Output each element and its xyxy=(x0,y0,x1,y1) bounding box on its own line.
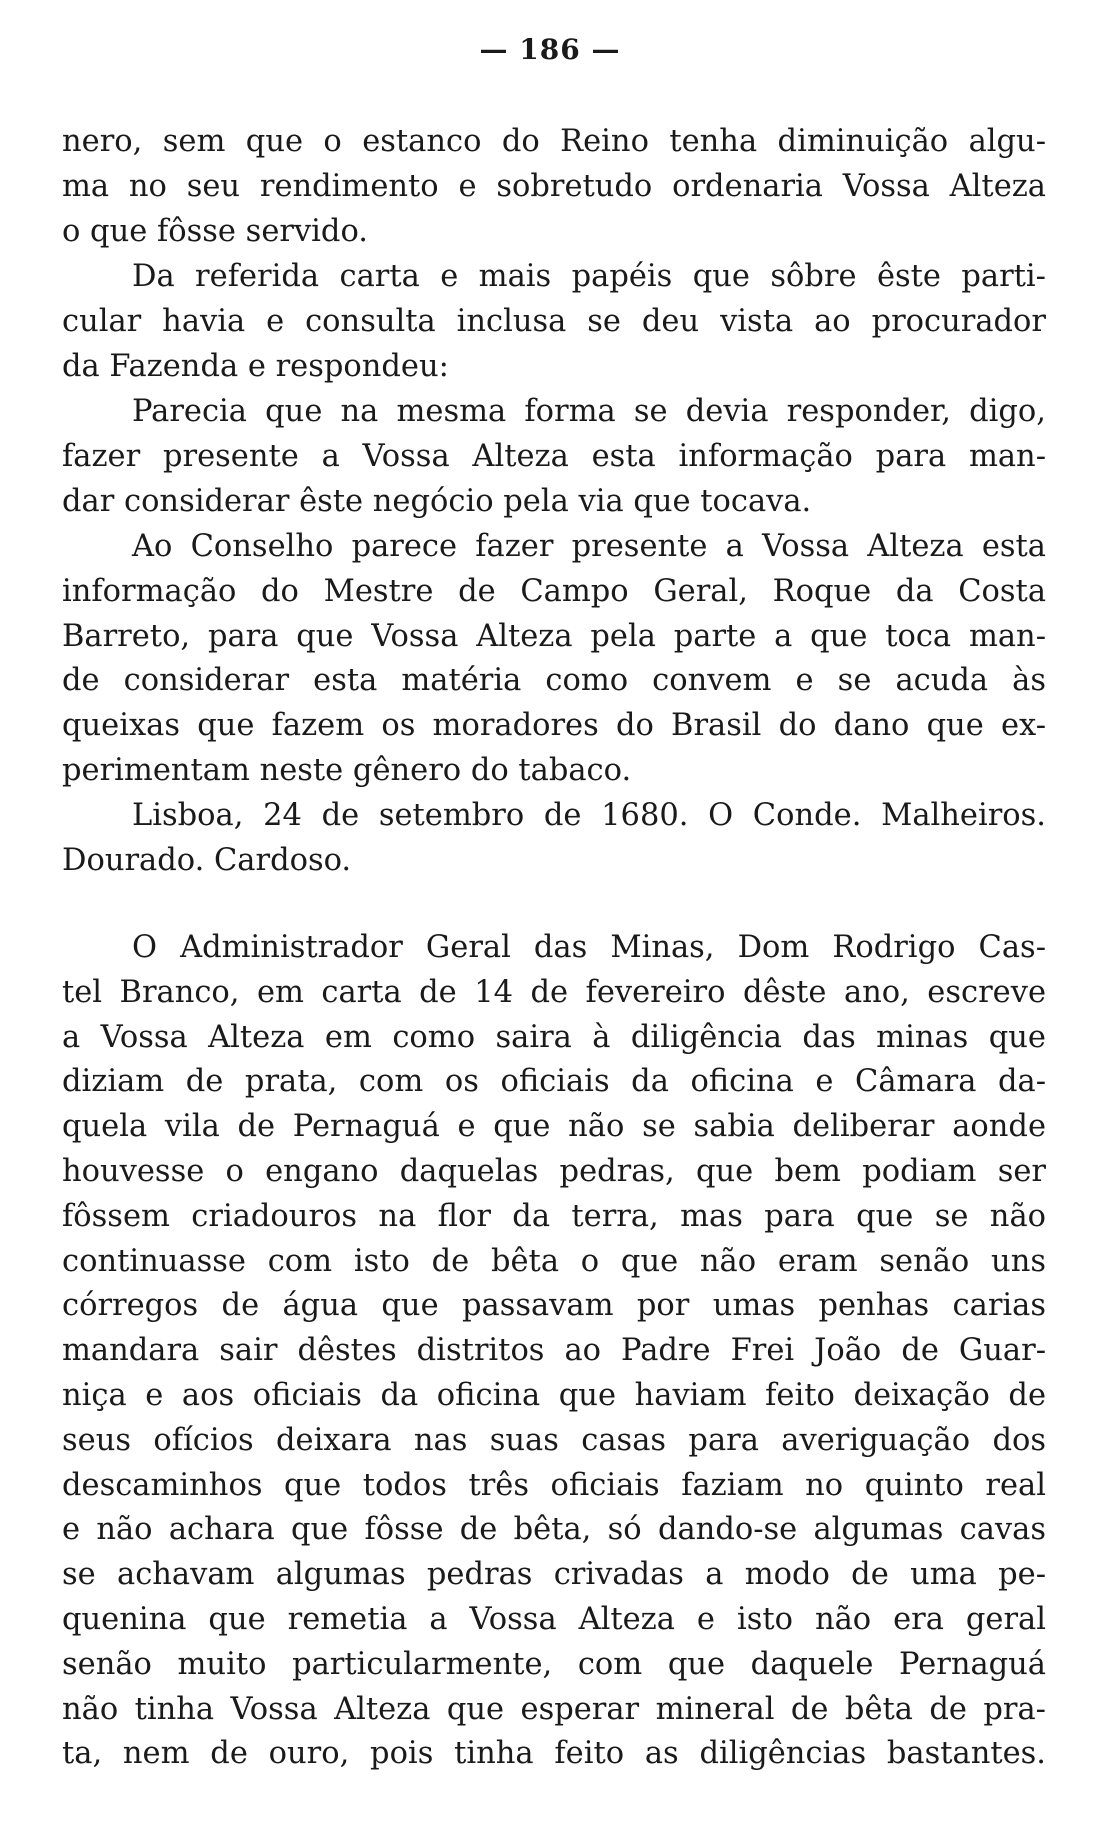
paragraph-parecia xyxy=(62,390,1046,524)
text-line: Barreto, para que Vossa Alteza pela parte a que toca man- xyxy=(62,618,1046,654)
text-line: não tinha Vossa Alteza que esperar mineral de bêta de pra- xyxy=(62,1691,1046,1727)
paragraph-administrador xyxy=(62,926,1046,1777)
text-line: diziam de prata, com os oficiais da oficina e Câmara da- xyxy=(62,1064,1046,1100)
text-line: de considerar esta matéria como convem e se acuda às xyxy=(62,663,1046,699)
text-line: ma no seu rendimento e sobretudo ordenaria Vossa Alteza xyxy=(62,168,1046,204)
text-line: e não achara que fôsse de bêta, só dando-se algumas cavas xyxy=(62,1512,1046,1548)
text-line: fôssem criadouros na flor da terra, mas para que se não xyxy=(62,1198,1046,1234)
text-line: dar considerar êste negócio pela via que tocava. xyxy=(62,483,812,519)
text-line: Parecia que na mesma forma se devia responder, digo, xyxy=(132,394,1046,429)
text-line: nero, sem que o estanco do Reino tenha diminuição algu- xyxy=(62,124,1046,159)
text-line: O Administrador Geral das Minas, Dom Rodrigo Cas- xyxy=(132,930,1046,965)
text-line: se achavam algumas pedras crivadas a modo de uma pe- xyxy=(62,1557,1046,1593)
text-line: ta, nem de ouro, pois tinha feito as diligências bastantes. xyxy=(62,1736,1046,1772)
text-line: quela vila de Pernaguá e que não se sabia deliberar aonde xyxy=(62,1109,1046,1145)
paragraph-continuation xyxy=(62,120,1046,254)
paragraph-referida-carta xyxy=(62,255,1046,389)
text-line: Lisboa, 24 de setembro de 1680. O Conde. Malheiros. xyxy=(132,798,1046,833)
text-line: tel Branco, em carta de 14 de fevereiro dêste ano, escreve xyxy=(62,974,1046,1010)
text-line: da Fazenda e respondeu: xyxy=(62,348,449,384)
text-line: quenina que remetia a Vossa Alteza e isto não era geral xyxy=(62,1601,1046,1637)
text-line: o que fôsse servido. xyxy=(62,213,368,249)
text-line: houvesse o engano daquelas pedras, que bem podiam ser xyxy=(62,1153,1046,1189)
text-line: fazer presente a Vossa Alteza esta informação para man- xyxy=(62,438,1046,474)
paragraph-signatures xyxy=(62,794,1046,884)
text-line: Da referida carta e mais papéis que sôbre êste parti- xyxy=(132,259,1046,294)
text-line: senão muito particularmente, com que daquele Pernaguá xyxy=(62,1646,1046,1682)
text-line: a Vossa Alteza em como saira à diligência das minas que xyxy=(62,1019,1046,1055)
paragraph-conselho xyxy=(62,525,1046,794)
text-line: descaminhos que todos três oficiais faziam no quinto real xyxy=(62,1467,1046,1503)
text-line: niça e aos oficiais da oficina que haviam feito deixação de xyxy=(62,1377,1046,1413)
text-line: continuasse com isto de bêta o que não eram senão uns xyxy=(62,1243,1046,1279)
text-line: córregos de água que passavam por umas penhas carias xyxy=(62,1288,1046,1324)
text-line: informação do Mestre de Campo Geral, Roque da Costa xyxy=(62,573,1046,609)
text-line: mandara sair dêstes distritos ao Padre Frei João de Guar- xyxy=(62,1333,1046,1369)
text-line: queixas que fazem os moradores do Brasil do dano que ex- xyxy=(62,708,1046,744)
text-line: Ao Conselho parece fazer presente a Vossa Alteza esta xyxy=(132,529,1046,564)
text-line: Dourado. Cardoso. xyxy=(62,842,352,878)
text-line: perimentam neste gênero do tabaco. xyxy=(62,752,632,788)
text-line: cular havia e consulta inclusa se deu vista ao procurador xyxy=(62,303,1046,339)
page-number: — 186 — xyxy=(479,33,621,66)
text-line: seus ofícios deixara nas suas casas para averiguação dos xyxy=(62,1422,1046,1458)
